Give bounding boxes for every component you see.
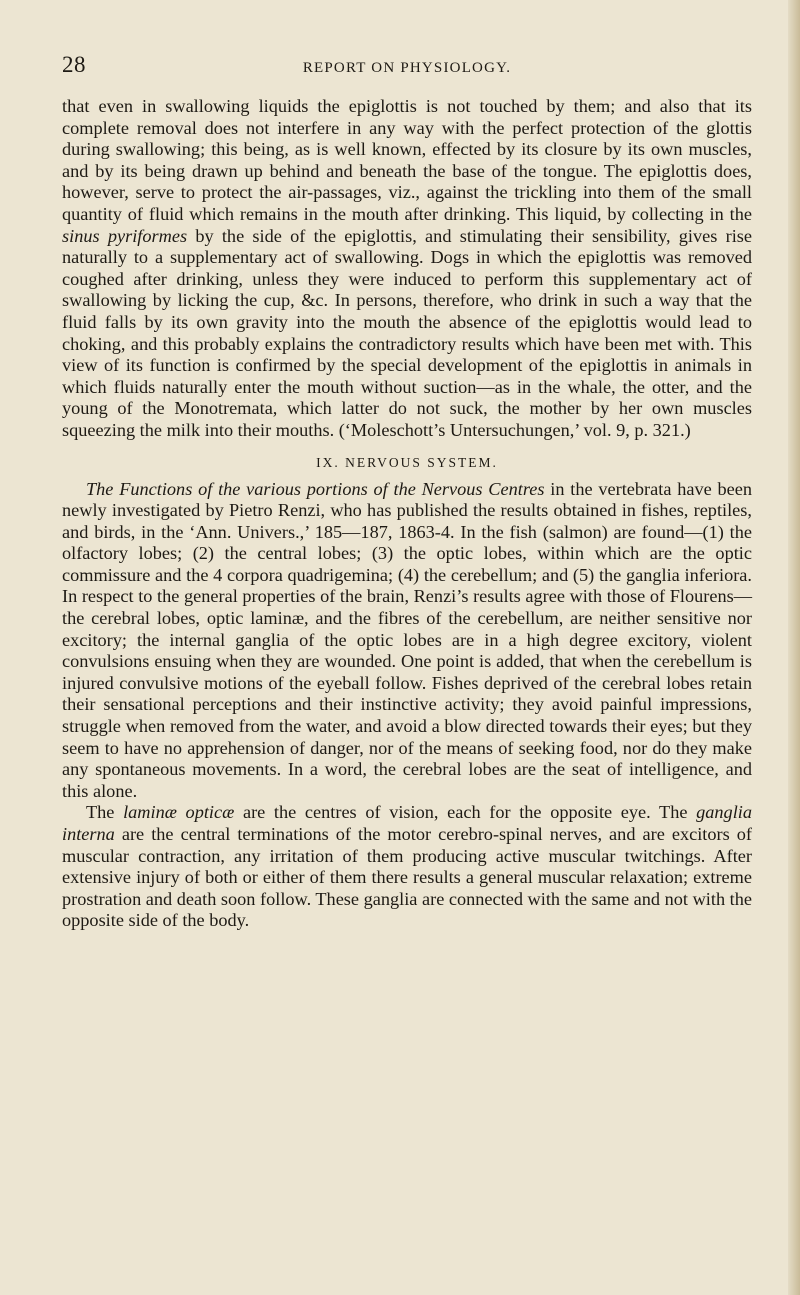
paragraph-nervous-centres: [62, 479, 752, 803]
paragraph-1-text-a: that even in swallowing liquids the epiglottis is not touched by them; and also that its complete removal does not interfere in any way with the perfect protection of the glottis during swallowing; this being, as is well known, effected by its closure by its own muscles, and by its being drawn up behind and beneath the base of the tongue. The epiglottis does, however, serve to protect the air-passages, viz., against the trickling into them of the small quantity of fluid which remains in the mouth after drinking. This liquid, by collecting in the: [62, 96, 752, 224]
paragraph-3-italic-laminae: laminæ opticæ: [123, 802, 235, 823]
page-body: [62, 96, 752, 932]
section-heading: IX. NERVOUS SYSTEM.: [316, 454, 498, 470]
paragraph-2-text-a: in the vertebrata have been newly investigated by Pietro Renzi, who has published the results obtained in fishes, reptiles, and birds, in the ‘Ann. Univers.,’ 185—187, 1863-4. In the fish (salmon) are found—(1) the olfactory lobes; (2) the central lobes; (3) the optic lobes, within which are the optic commissure and the 4 corpora quadrigemina; (4) the cerebellum; and (5) the ganglia inferiora. In respect to the general properties of the brain, Renzi’s results agree with those of Flourens—the cerebral lobes, optic laminæ, and the fibres of the cerebellum, are neither sensitive nor excitory; the internal ganglia of the optic lobes are in a high degree excitory, violent convulsions ensuing when they are wounded. One point is added, that when the cerebellum is injured convulsive motions of the eyeball follow. Fishes deprived of the cerebral lobes retain their sensational perceptions and their instinctive activity; they avoid painful impressions, struggle when removed from the water, and avoid a blow directed towards their eyes; but they seem to have no apprehension of danger, nor of the means of seeking food, nor do they make any spontaneous movements. In a word, the cerebral lobes are the seat of intelligence, and this alone.: [62, 478, 752, 801]
paragraph-3-text-a: The: [86, 802, 124, 823]
paragraph-2-italic-title: The Functions of the various portions of the Nervous Centres: [86, 478, 545, 499]
paragraph-1-text-b: by the side of the epiglottis, and stimulating their sensibility, gives rise naturally to a supplementary act of swallowing. Dogs in which the epiglottis was removed coughed after drinking, unless they were induced to perform this supplementary act of swallowing by licking the cup, &c. In persons, therefore, who drink in such a way that the fluid falls by its own gravity into the mouth the absence of the epiglottis would lead to choking, and this probably explains the contradictory results which have been met with. This view of its function is confirmed by the special development of the epiglottis in animals in which fluids naturally enter the mouth without suction—as in the whale, the otter, and the young of the Monotremata, which latter do not suck, the mother by her own muscles squeezing the milk into their mouths. (‘Moleschott’s Untersuchungen,’ vol. 9, p. 321.): [62, 225, 752, 440]
page-number: 28: [62, 52, 86, 77]
running-title: REPORT ON PHYSIOLOGY.: [302, 60, 512, 76]
paragraph-3-text-b: are the centres of vision, each for the opposite eye. The: [234, 802, 697, 823]
paragraph-1-italic-sinus: sinus pyriformes: [62, 225, 188, 246]
paragraph-epiglottis: [62, 96, 752, 442]
page-edge-shadow: [788, 0, 800, 1295]
page-header: [62, 52, 752, 82]
paragraph-laminae: [62, 802, 752, 932]
paragraph-3-italic-ganglia: ganglia interna: [62, 802, 752, 844]
paragraph-3-text-c: are the central terminations of the motor cerebro-spinal nerves, and are excitors of muscular contraction, any irritation of them producing active muscular twitchings. After extensive injury of both or either of them there results a general muscular relaxation; extreme prostration and death soon follow. These ganglia are connected with the same and not with the opposite side of the body.: [62, 824, 752, 931]
